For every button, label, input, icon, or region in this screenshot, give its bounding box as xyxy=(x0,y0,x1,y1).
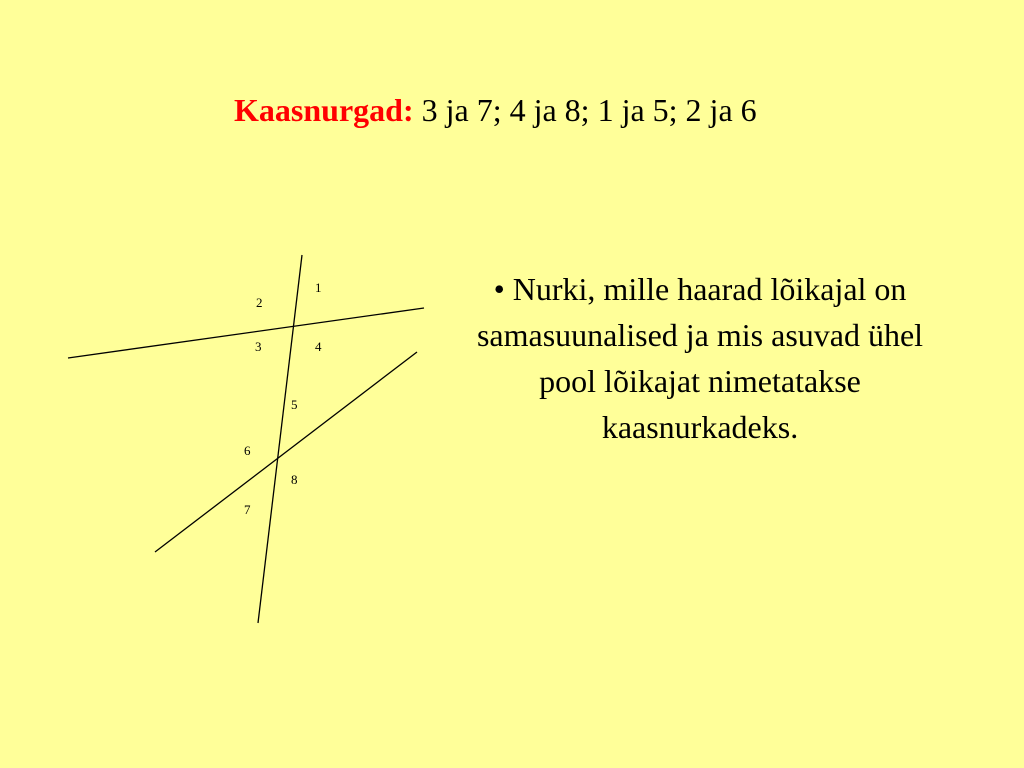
title-angle-pairs: 3 ja 7; 4 ja 8; 1 ja 5; 2 ja 6 xyxy=(413,92,757,128)
transversal-line xyxy=(258,255,302,623)
angle-label-3: 3 xyxy=(255,339,262,354)
angle-label-2: 2 xyxy=(256,295,263,310)
upper-line xyxy=(68,308,424,358)
title-label: Kaasnurgad: xyxy=(234,92,414,128)
angle-label-4: 4 xyxy=(315,339,322,354)
bullet: • xyxy=(493,271,505,307)
angle-label-5: 5 xyxy=(291,397,298,412)
angle-label-6: 6 xyxy=(244,443,251,458)
lower-line xyxy=(155,352,417,552)
definition-text xyxy=(462,266,938,450)
definition-body: Nurki, mille haarad lõikajal on samasuunalised ja mis asuvad ühel pool lõikajat nimetatakse kaasnurkadeks. xyxy=(476,271,924,445)
angle-label-7: 7 xyxy=(244,502,251,517)
angle-label-8: 8 xyxy=(291,472,298,487)
angle-label-1: 1 xyxy=(315,280,322,295)
